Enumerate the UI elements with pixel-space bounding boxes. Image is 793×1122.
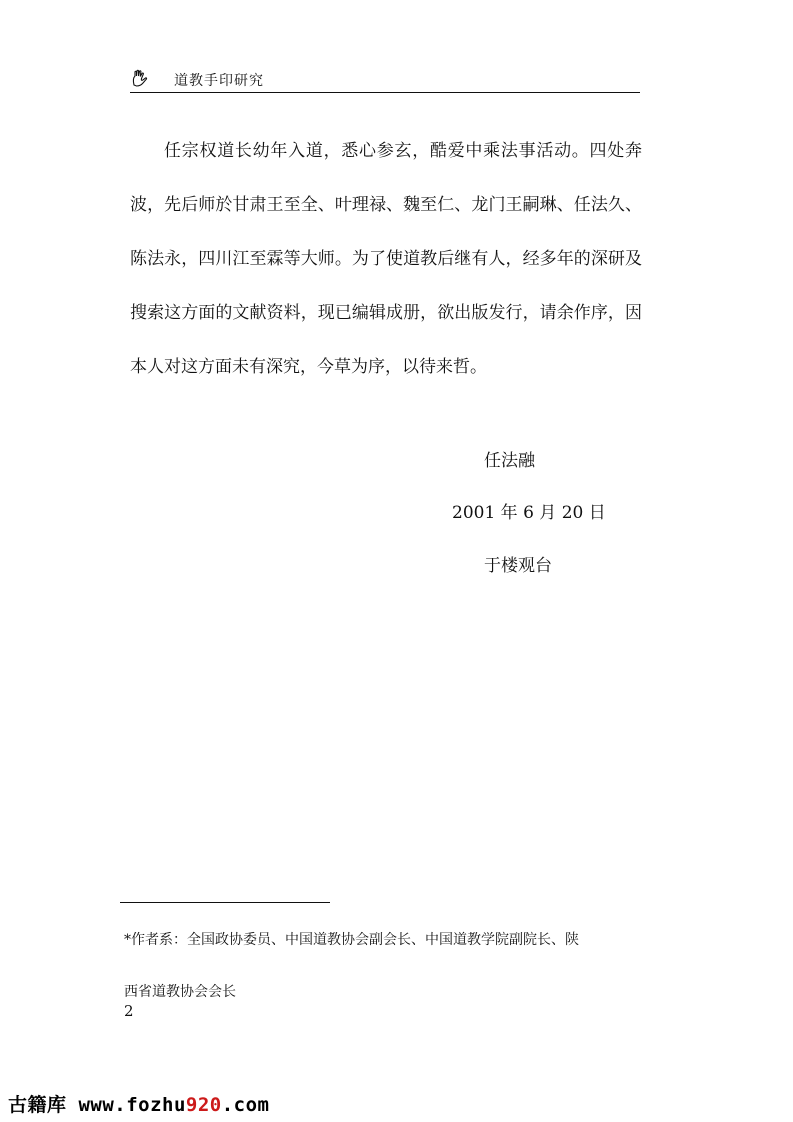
watermark-prefix: 古籍库 www.fozhu [8, 1094, 186, 1116]
watermark-accent: 920 [185, 1094, 222, 1116]
running-head-title: 道教手印研究 [174, 73, 264, 89]
page-header [130, 66, 640, 94]
site-watermark [8, 1090, 269, 1117]
signature-date: 2001 年 6 月 20 日 [452, 503, 606, 523]
preface-body [130, 124, 642, 394]
header-rule [130, 92, 640, 93]
signature-place: 于楼观台 [484, 556, 552, 576]
page-number: 2 [124, 1002, 134, 1020]
footnote [124, 914, 644, 1018]
footnote-line-2: 西省道教协会会长 [124, 984, 236, 1000]
signature-name: 任法融 [484, 451, 535, 471]
watermark-suffix: .com [221, 1094, 270, 1116]
footnote-line-1: *作者系：全国政协委员、中国道教协会副会长、中国道教学院副院长、陕 [124, 932, 579, 948]
hand-mudra-icon [130, 68, 150, 88]
preface-paragraph: 任宗权道长幼年入道，悉心参玄，酷爱中乘法事活动。四处奔波，先后师於甘肃王至全、叶理禄、魏至仁、龙门王嗣琳、任法久、陈法永，四川江至霖等大师。为了使道教后继有人，经多年的深研及搜索这方面的文献资料，现已编辑成册，欲出版发行，请余作序，因本人对这方面未有深究，今草为序，以待来哲。 [130, 141, 642, 377]
footnote-rule [120, 902, 330, 903]
